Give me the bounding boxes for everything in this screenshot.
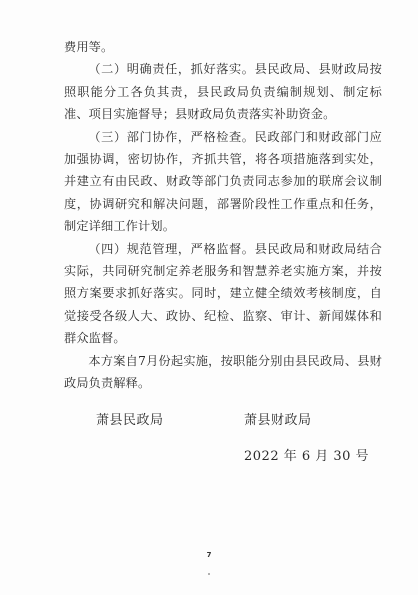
paragraph-effective-date: 本方案自7月份起实施，按职能分别由县民政局、县财政局负责解释。 [64,353,382,391]
paragraph-section-four: （四）规范管理，严格监督。县民政局和财政局结合实际，共同研究制定养老服务和智慧养老实施方案，并按照方案要求抓好落实。同时，建立健全绩效考核制度，自觉接受各级人大、政协、纪检、监察、审计、新闻媒体和群众监督。 [64,241,382,346]
paragraph-section-three: （三）部门协作，严格检查。民政部门和财政部门应加强协调，密切协作，齐抓共管，将各项措施落到实处，并建立有由民政、财政等部门负责同志参加的联席会议制度，协调研究和解决问题，部署阶段性工作重点和任务，制定详细工作计划。 [64,129,382,234]
signature-finance-bureau: 萧县财政局 [244,413,312,428]
document-date: 2022 年 6 月 30 号 [244,449,370,464]
page-marker-dot [208,573,210,575]
document-body [64,36,382,395]
page-number: 7 [206,551,212,559]
signature-civil-affairs-bureau: 萧县民政局 [96,413,164,428]
paragraph-section-two: （二）明确责任，抓好落实。县民政局、县财政局按照职能分工各负其责，县民政局负责编制规划、制定标准、项目实施督导；县财政局负责落实补助资金。 [64,62,382,122]
paragraph-continuation: 费用等。 [64,40,114,54]
